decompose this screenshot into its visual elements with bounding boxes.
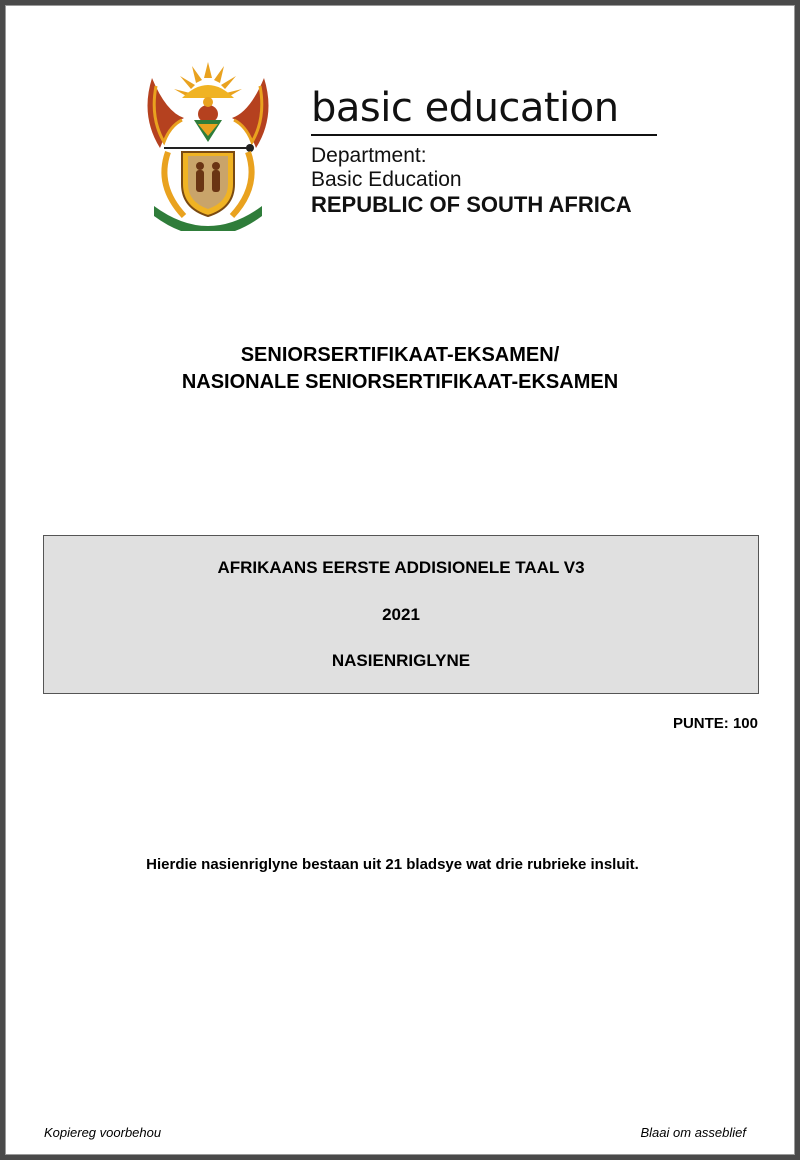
page-count-note: Hierdie nasienriglyne bestaan uit 21 bladsye wat drie rubrieke insluit.	[146, 856, 639, 873]
department-name: Basic Education	[311, 168, 462, 191]
exam-title-line1: SENIORSERTIFIKAAT-EKSAMEN/	[240, 344, 560, 366]
south-africa-coat-of-arms-icon	[138, 56, 278, 231]
subject-box	[43, 535, 759, 694]
sun-rays-icon	[174, 62, 242, 98]
turn-over-footer: Blaai om asseblief	[640, 1125, 746, 1140]
exam-year: 2021	[382, 605, 420, 624]
country-name: REPUBLIC OF SOUTH AFRICA	[311, 192, 632, 217]
department-label: Department:	[311, 144, 427, 167]
brand-wordmark: basic education	[311, 85, 619, 131]
copyright-footer: Kopiereg voorbehou	[44, 1125, 162, 1140]
document-type: NASIENRIGLYNE	[331, 651, 471, 670]
department-brand	[311, 86, 661, 218]
letterhead	[138, 56, 668, 236]
subject-name: AFRIKAANS EERSTE ADDISIONELE TAAL V3	[217, 558, 585, 577]
total-marks: PUNTE: 100	[672, 715, 758, 732]
brand-rule	[311, 134, 657, 136]
exam-title	[0, 342, 800, 396]
exam-title-line2: NASIONALE SENIORSERTIFIKAAT-EKSAMEN	[181, 371, 619, 393]
